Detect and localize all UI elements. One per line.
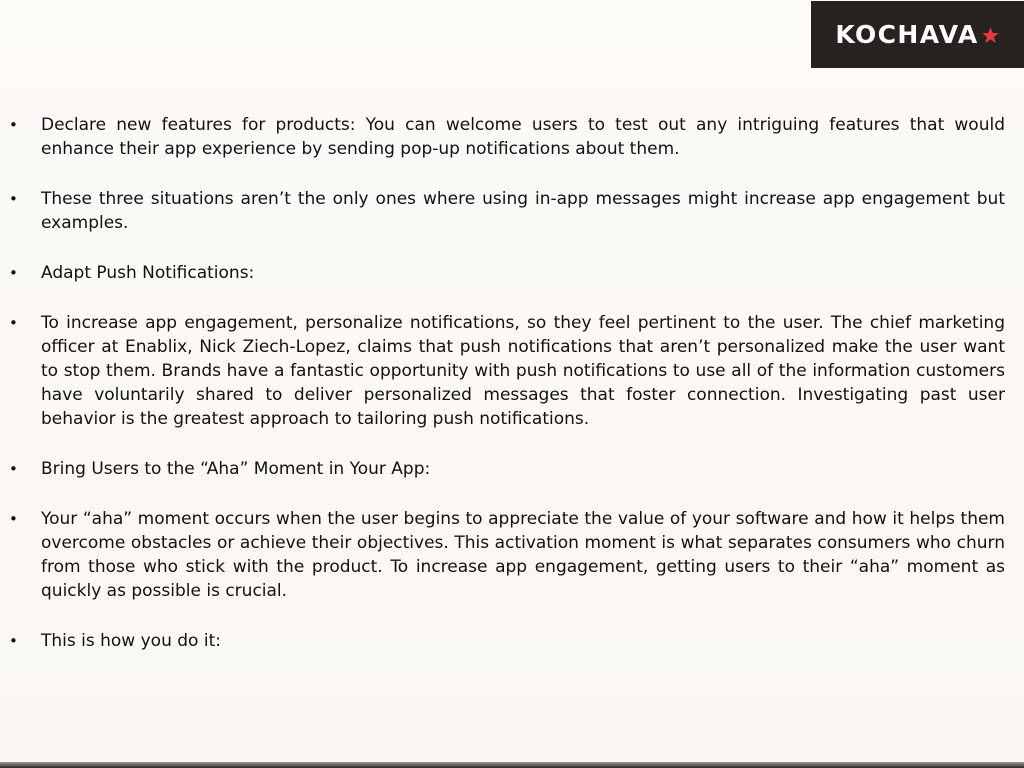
bullet-item: • Declare new features for products: You can welcome users to test out any intriguing features that would enhance their app experience by sending pop-up notifications about them. [0, 113, 1024, 161]
bottom-divider [0, 762, 1024, 768]
bullet-list [0, 113, 1024, 653]
bullet-item: • Adapt Push Notifications: [0, 261, 1024, 285]
bullet-item: • To increase app engagement, personalize notifications, so they feel pertinent to the user. The chief marketing officer at Enablix, Nick Ziech-Lopez, claims that push notifications that aren’t personalized make the user want to stop them. Brands have a fantastic opportunity with push notifications to use all of the information customers have voluntarily shared to deliver personalized messages that foster connection. Investigating past user behavior is the greatest approach to tailoring push notifications. [0, 311, 1024, 431]
slide-content [0, 113, 1024, 679]
logo-text: KOCHAVA [835, 20, 979, 49]
kochava-logo [811, 1, 1024, 68]
bullet-item: • Bring Users to the “Aha” Moment in Your App: [0, 457, 1024, 481]
bullet-item: • These three situations aren’t the only ones where using in-app messages might increase app engagement but examples. [0, 187, 1024, 235]
bullet-item: • This is how you do it: [0, 629, 1024, 653]
star-icon [981, 26, 1000, 45]
bullet-item: • Your “aha” moment occurs when the user begins to appreciate the value of your software and how it helps them overcome obstacles or achieve their objectives. This activation moment is what separates consumers who churn from those who stick with the product. To increase app engagement, getting users to their “aha” moment as quickly as possible is crucial. [0, 507, 1024, 603]
